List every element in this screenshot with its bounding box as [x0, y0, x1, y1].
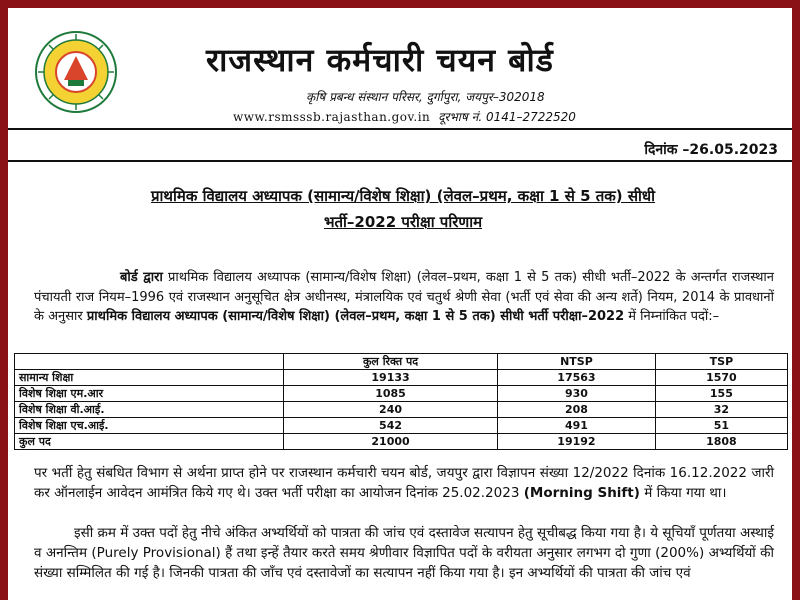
table-total-row — [15, 434, 788, 450]
table-row — [15, 370, 788, 386]
row-label: विशेष शिक्षा एम.आर — [15, 386, 284, 402]
table-row — [15, 402, 788, 418]
cell-tsp: 51 — [655, 418, 787, 434]
cell-total: 21000 — [284, 434, 498, 450]
row-label: सामान्य शिक्षा — [15, 370, 284, 386]
subject-line-1: प्राथमिक विद्यालय अध्यापक (सामान्य/विशेष शिक्षा) (लेवल–प्रथम, कक्षा 1 से 5 तक) सीधी — [150, 187, 656, 205]
org-address: कृषि प्रबन्ध संस्थान परिसर, दुर्गापुरा, जयपुर–302018 — [306, 90, 545, 104]
intro-tail: में निम्नांकित पदों:– — [624, 309, 720, 324]
intro-text: प्राथमिक विद्यालय अध्यापक (सामान्य/विशेष शिक्षा) (लेवल–प्रथम, कक्षा 1 से 5 तक) सीधी भर्ती–2022 के अन्तर्गत राजस्थान पंचायती राज नियम–1996 एवं राजस्थान अनुसूचित क्षेत्र अधीनस्थ, मंत्रालयिक एवं चतुर्थ श्रेणी सेवा (भर्ती एवं सेवा की अन्य शर्ते) नियम, 2014 के प्रावधानों के अनुसार — [34, 270, 774, 324]
table-row — [15, 386, 788, 402]
cell-tsp: 32 — [655, 402, 787, 418]
cell-tsp: 155 — [655, 386, 787, 402]
vacancy-table — [14, 353, 788, 450]
shortlist-paragraph: इसी क्रम में उक्त पदों हेतु नीचे अंकित अभ्यर्थियों को पात्रता की जांच एवं दस्तावेज सत्यापन हेतु सूचीबद्ध किया गया है। ये सूचियाँ पूर्णतया अस्थाई व अनन्तिम (Purely Provisional) हैं तथा इन्हें तैयार करते समय श्रेणीवार विज्ञापित पदों के वरीयता अनुसार लगभग दो गुणा (200%) अभ्यर्थियों की संख्या सम्मिलित की गई है। जिनकी पात्रता की जाँच एवं दस्तावेजों का सत्यापन नहीं किया गया है। इन अभ्यर्थियों की पात्रता की जांच एवं — [34, 525, 774, 581]
notice-page — [8, 8, 792, 600]
intro-paragraph — [34, 268, 774, 327]
table-row — [15, 418, 788, 434]
notice-date: दिनांक –26.05.2023 — [644, 142, 778, 158]
cell-ntsp: 208 — [498, 402, 656, 418]
advertisement-tail: में किया गया था। — [639, 485, 727, 501]
intro-exam-name: प्राथमिक विद्यालय अध्यापक (सामान्य/विशेष शिक्षा) (लेवल–प्रथम, कक्षा 1 से 5 तक) सीधी भर्ती परीक्षा–2022 — [86, 309, 625, 324]
cell-total: 19133 — [284, 370, 498, 386]
cell-ntsp: 491 — [498, 418, 656, 434]
intro-lead: बोर्ड द्वारा — [120, 270, 163, 285]
exam-shift: (Morning Shift) — [523, 485, 640, 501]
table-header: TSP — [655, 354, 787, 370]
header-divider — [8, 128, 792, 130]
rsmssb-emblem-logo — [34, 30, 118, 114]
subject-line-2: भर्ती–2022 परीक्षा परिणाम — [323, 213, 483, 231]
cell-total: 542 — [284, 418, 498, 434]
cell-total: 1085 — [284, 386, 498, 402]
table-header — [15, 354, 284, 370]
notice-subject — [48, 183, 758, 235]
table-header-row — [15, 354, 788, 370]
date-divider — [8, 160, 792, 162]
cell-tsp: 1808 — [655, 434, 787, 450]
advertisement-paragraph — [34, 463, 774, 503]
cell-ntsp: 930 — [498, 386, 656, 402]
cell-ntsp: 17563 — [498, 370, 656, 386]
website-link[interactable]: www.rsmsssb.rajasthan.gov.in — [233, 110, 431, 124]
cell-tsp: 1570 — [655, 370, 787, 386]
phone-number: दूरभाष नं. 0141–2722520 — [438, 110, 576, 124]
cell-ntsp: 19192 — [498, 434, 656, 450]
contact-line — [233, 108, 576, 125]
table-header: NTSP — [498, 354, 656, 370]
table-header: कुल रिक्त पद — [284, 354, 498, 370]
row-label: विशेष शिक्षा एच.आई. — [15, 418, 284, 434]
cell-total: 240 — [284, 402, 498, 418]
row-label: विशेष शिक्षा वी.आई. — [15, 402, 284, 418]
advertisement-text: पर भर्ती हेतु संबधित विभाग से अर्थना प्राप्त होने पर राजस्थान कर्मचारी चयन बोर्ड, जयपुर द्वारा विज्ञापन संख्या 12/2022 दिनांक 16.12.2022 जारी कर ऑनलाईन आवेदन आमंत्रित किये गए थे। उक्त भर्ती परीक्षा का आयोजन दिनांक 25.02.2023 — [34, 465, 774, 501]
org-name: राजस्थान कर्मचारी चयन बोर्ड — [206, 41, 554, 79]
row-label: कुल पद — [15, 434, 284, 450]
